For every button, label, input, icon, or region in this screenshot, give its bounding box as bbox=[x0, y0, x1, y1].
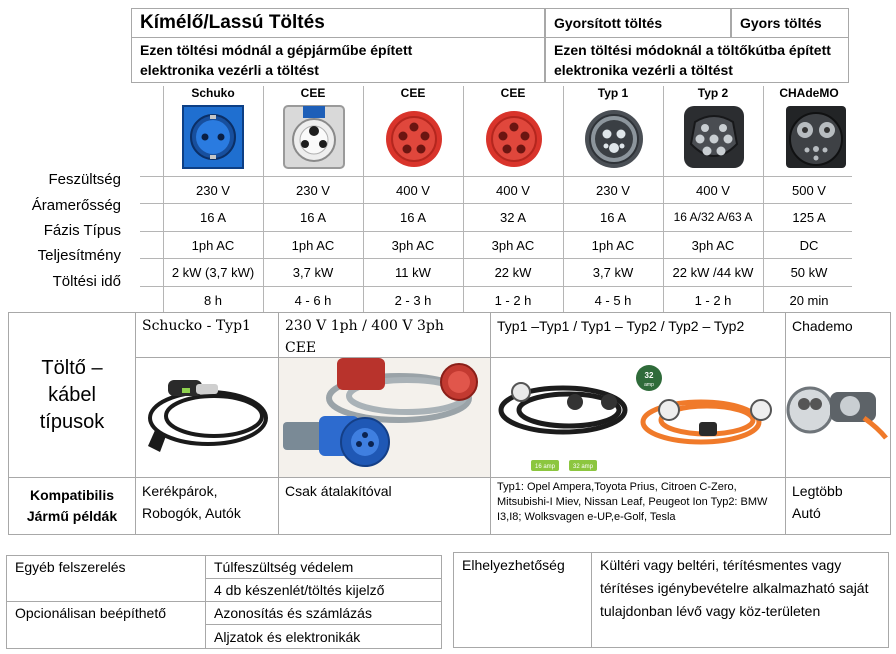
spec-cell: 16 A bbox=[199, 210, 227, 225]
typ1-connector-icon bbox=[583, 104, 645, 170]
spec-cell: 230 V bbox=[196, 183, 230, 198]
cable-type-schucko: Schucko - Typ1 bbox=[142, 318, 251, 334]
connector-header: CEE bbox=[400, 86, 426, 100]
spec-cell: 230 V bbox=[296, 183, 330, 198]
spec-cell: 3,7 kW bbox=[292, 265, 334, 280]
cable-type-chademo: Chademo bbox=[792, 318, 853, 334]
spec-cell: 1 - 2 h bbox=[694, 293, 732, 308]
spec-cell: 16 A bbox=[399, 210, 427, 225]
cable-image-cell bbox=[135, 357, 279, 478]
spec-cell: 50 kW bbox=[790, 265, 828, 280]
connector-header: CHAdeMO bbox=[779, 86, 839, 100]
spec-cell: 1ph AC bbox=[191, 238, 235, 253]
spec-cell: 500 V bbox=[792, 183, 826, 198]
spec-cell: 230 V bbox=[596, 183, 630, 198]
cable-image-cell bbox=[490, 357, 786, 478]
spec-cell: 2 kW (3,7 kW) bbox=[171, 265, 255, 280]
row-label-current: Áramerősség bbox=[31, 197, 121, 214]
header-fast-cell bbox=[731, 8, 849, 38]
connector-header: CEE bbox=[500, 86, 526, 100]
cable-type-cell bbox=[785, 312, 891, 358]
equipment-item-cell bbox=[205, 601, 442, 625]
schucko-cable-image bbox=[136, 358, 278, 477]
spec-cell: 400 V bbox=[696, 183, 730, 198]
compat-cell bbox=[278, 477, 491, 535]
equipment-item: Túlfeszültség védelem bbox=[214, 559, 354, 575]
typ-cables-image bbox=[491, 358, 785, 477]
equipment-item: Azonosítás és számlázás bbox=[214, 605, 372, 621]
compat-label: Kompatibilis Jármű példák bbox=[26, 487, 118, 524]
other-equipment-label: Egyéb felszerelés bbox=[15, 559, 126, 575]
cee-red-plug-icon bbox=[383, 104, 445, 170]
grid-hline bbox=[140, 258, 852, 259]
compat-cee: Csak átalakítóval bbox=[285, 483, 392, 499]
cee-blue-socket-icon bbox=[283, 104, 345, 170]
spec-cell: 3ph AC bbox=[691, 238, 735, 253]
spec-cell: 11 kW bbox=[395, 265, 431, 280]
other-equipment-label-cell bbox=[6, 555, 206, 602]
compat-cell bbox=[785, 477, 891, 535]
chademo-connector-icon bbox=[785, 104, 847, 170]
cable-image-cell bbox=[278, 357, 491, 478]
row-label-power: Teljesítmény bbox=[37, 247, 121, 264]
row-label-phase: Fázis Típus bbox=[43, 222, 121, 239]
schuko-socket-icon bbox=[182, 104, 244, 170]
spec-cell: 1ph AC bbox=[291, 238, 335, 253]
spec-cell: 125 A bbox=[792, 210, 826, 225]
header-fast-desc-cell bbox=[545, 37, 849, 83]
header-accelerated: Gyorsított töltés bbox=[554, 15, 663, 31]
compat-cell bbox=[135, 477, 279, 535]
spec-cell: 3,7 kW bbox=[592, 265, 634, 280]
cable-type-cell bbox=[278, 312, 491, 358]
badge-amp-text: amp bbox=[644, 382, 654, 388]
header-fast-desc: Ezen töltési módoknál a töltőkútba épített elektronika vezérli a töltést bbox=[554, 42, 831, 78]
spec-cell: 1 - 2 h bbox=[494, 293, 532, 308]
spec-cell: 16 A/32 A/63 A bbox=[673, 210, 753, 224]
compat-cell bbox=[490, 477, 786, 535]
badge-32-text: 32 bbox=[644, 371, 654, 380]
placement-label: Elhelyezhetőség bbox=[462, 557, 565, 573]
spec-cell: DC bbox=[799, 238, 819, 253]
spec-cell: 32 A bbox=[499, 210, 527, 225]
header-slow-desc-cell bbox=[131, 37, 545, 83]
equipment-item-cell bbox=[205, 555, 442, 579]
chademo-cable-image bbox=[786, 358, 890, 477]
compat-typ: Typ1: Opel Ampera,Toyota Prius, Citroen C-Zero, Mitsubishi-I Miev, Nissan Leaf, Peugeot Ion Typ2: BMW I3,I8; Wolksvagen e-UP,e-Golf, Tesla bbox=[497, 481, 768, 523]
cable-type-cell bbox=[490, 312, 786, 358]
spec-cell: 4 - 5 h bbox=[594, 293, 632, 308]
spec-cell: 8 h bbox=[203, 293, 223, 308]
grid-hline bbox=[140, 176, 852, 177]
spec-cell: 3ph AC bbox=[391, 238, 435, 253]
grid-hline bbox=[140, 231, 852, 232]
cable-type-cell bbox=[135, 312, 279, 358]
connector-header: Typ 2 bbox=[697, 86, 729, 100]
header-fast: Gyors töltés bbox=[740, 15, 822, 31]
row-label-time: Töltési idő bbox=[52, 273, 121, 290]
header-slow-title: Kímélő/Lassú Töltés bbox=[140, 12, 325, 33]
spec-cell: 16 A bbox=[599, 210, 627, 225]
spec-cell: 20 min bbox=[789, 293, 829, 308]
cee-cable-image bbox=[279, 358, 490, 477]
row-label-voltage: Feszültség bbox=[48, 171, 121, 188]
equipment-item: Aljzatok és elektronikák bbox=[214, 629, 361, 645]
spec-cell: 2 - 3 h bbox=[394, 293, 432, 308]
cable-type-typ: Typ1 –Typ1 / Typ1 – Typ2 / Typ2 – Typ2 bbox=[497, 318, 745, 334]
cable-image-cell bbox=[785, 357, 891, 478]
spec-cell: 16 A bbox=[299, 210, 327, 225]
typ2-connector-icon bbox=[683, 104, 745, 170]
spec-cell: 22 kW /44 kW bbox=[672, 265, 754, 280]
cee-red-plug-32a-icon bbox=[483, 104, 545, 170]
equipment-item: 4 db készenlét/töltés kijelző bbox=[214, 582, 385, 598]
cable-types-label: Töltő – kábel típusok bbox=[39, 356, 105, 433]
placement-label-cell bbox=[453, 552, 592, 648]
optional-equipment-label: Opcionálisan beépíthető bbox=[15, 605, 166, 621]
spec-cell: 3ph AC bbox=[491, 238, 535, 253]
placement-text: Kültéri vagy beltéri, térítésmentes vagy térítéses igénybevételre alkalmazható saját tulajdonban lévő vagy köz-területen bbox=[600, 557, 869, 619]
connector-header: Schuko bbox=[191, 86, 235, 100]
connector-header: Typ 1 bbox=[597, 86, 629, 100]
compat-chademo: Legtöbb Autó bbox=[792, 483, 843, 521]
header-accelerated-cell bbox=[545, 8, 731, 38]
spec-cell: 4 - 6 h bbox=[294, 293, 332, 308]
cable-types-label-cell bbox=[8, 312, 136, 478]
grid-hline bbox=[140, 286, 852, 287]
optional-equipment-label-cell bbox=[6, 601, 206, 649]
grid-hline bbox=[140, 203, 852, 204]
equipment-item-cell bbox=[205, 578, 442, 602]
tag-32-text: 32 amp bbox=[572, 464, 594, 470]
spec-cell: 22 kW bbox=[494, 265, 532, 280]
header-slow-cell bbox=[131, 8, 545, 38]
spec-cell: 400 V bbox=[496, 183, 530, 198]
tag-16-text: 16 amp bbox=[534, 464, 556, 470]
cable-type-cee: 230 V 1ph / 400 V 3ph CEE bbox=[285, 318, 444, 356]
spec-cell: 1ph AC bbox=[591, 238, 635, 253]
compat-schucko: Kerékpárok, Robogók, Autók bbox=[142, 483, 241, 521]
compat-label-cell bbox=[8, 477, 136, 535]
placement-text-cell bbox=[591, 552, 889, 648]
spec-cell: 400 V bbox=[396, 183, 430, 198]
equipment-item-cell bbox=[205, 624, 442, 649]
header-slow-desc: Ezen töltési módnál a gépjárműbe épített elektronika vezérli a töltést bbox=[140, 42, 413, 78]
connector-header: CEE bbox=[300, 86, 326, 100]
